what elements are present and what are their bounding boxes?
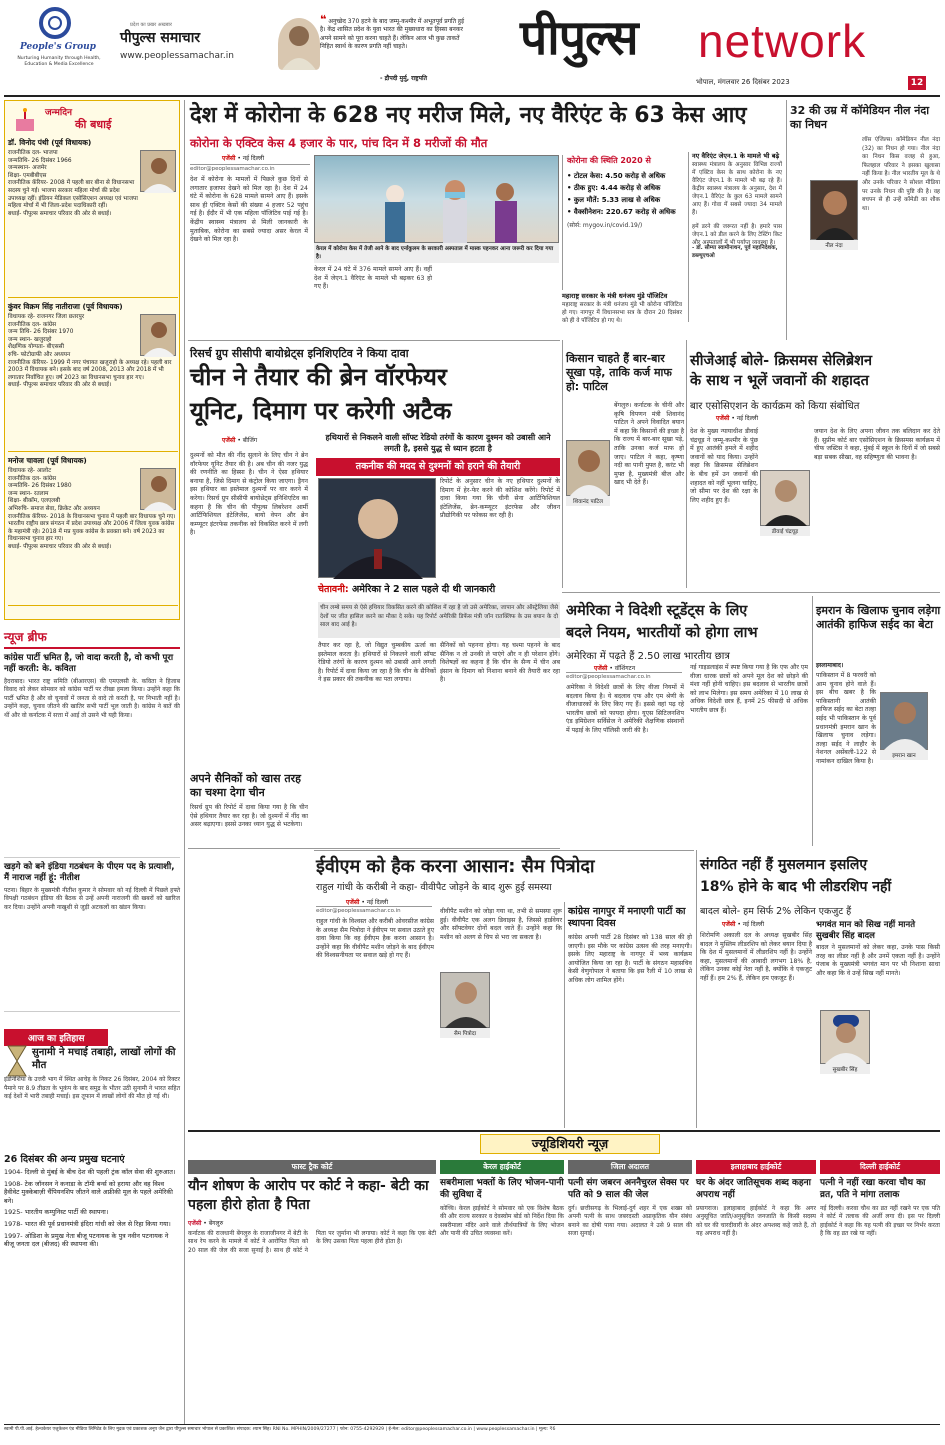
person-portrait-icon <box>141 469 177 511</box>
history-event: 1978- भारत की पूर्व प्रधानमंत्री इंदिरा गांधी को जेल से रिहा किया गया। <box>4 1219 171 1228</box>
muslim-byline <box>722 920 764 928</box>
president-portrait-icon <box>278 18 320 70</box>
badal-photo-caption: सुखबीर सिंह <box>820 1064 870 1074</box>
china-body-3: तैयार कर रहा है, जो विद्युत चुम्बकीय ऊर्जा का इस्तेमाल करता है। हथियारों से निकलने वाली सॉफ्ट रेडियो तरंगों के कारण दुश्मन को उबासी आने लगती है। रिपोर्ट में दावा किया जा रहा है कि चीन के सैनिकों ने इस प्रकार की तकनीक का पता लगाया। <box>318 642 436 684</box>
muslim-side-body <box>816 944 940 1126</box>
judiciary-item <box>820 1160 940 1418</box>
corona-stats-list <box>567 170 682 218</box>
birthday-person-name: मनोज चावला (पूर्व विधायक) <box>8 456 87 465</box>
judiciary-court-label: दिल्ली हाईकोर्ट <box>820 1160 940 1174</box>
china-body-1: दुश्मनों को मौत की नींद सुलाने के लिए चीन ने ब्रेन वॉरफेयर यूनिट तैयार की है। अब चीन की नजर युद्ध की रणनीति का हिस्सा है। चीन ने ऐसा हथियार बनाया है, जिसे दिमाग से कंट्रोल किया जाएगा। ड्रैगन इस हथियार का इस्तेमाल दुश्मनों पर वार करने में करेगा। रिसर्च ग्रुप सीसीपी बायोथ्रेट्स इनिशिएटिव का कहना है कि चीन की पीपुल्स लिबरेशन आर्मी आर्टिफिशियल इंटेलिजेंस, बायो वेपन और ब्रेन कम्प्यूटर इंटरफेस तकनीक को विकसित करने में लगी है। <box>190 452 308 537</box>
footer-text: स्वामी पी.पी.आई. हेल्थकेयर एजुकेशन एंड मीडिया लिमिटेड के लिए मुद्रक एवं प्रकाशक अनूप जैन द्वारा पीपुल्स समाचार भोपाल से प्रकाशित। संपादक: श्याम सिंह। RNI No. MPHIN/2009/27277 | फोन: 0755-4292929 | ई-मेल: editor@peoplessamachar.co.in | www.peoplessamachar.in | मूल्य: ₹6 <box>4 1427 556 1432</box>
birthday-person-name: कुंवर विक्रम सिंह नातीराजा (पूर्व विधायक) <box>8 302 123 311</box>
bullet-icon: • <box>567 196 574 204</box>
farmer-body-text: बेंगलुरु। कर्नाटक के चीनी और कृषि विपणन मंत्री शिवानंद पाटिल ने अपने विवादित बयान में कहा कि किसानों की इच्छा है कि राज्य में बार-बार सूखा पड़े, ताकि उनका कर्ज माफ हो जाए। पाटिल ने कहा, कृष्णा नदी का पानी मुफ्त है, करंट भी मुफ्त है, मुख्यमंत्री बीज और खाद भी देते हैं। <box>614 402 684 487</box>
birthday-person-line: राजनीतिक दल- कांग्रेस <box>8 475 57 482</box>
china-sub-head: अपने सैनिकों को खास तरह का चश्मा देगा चीन <box>190 772 301 799</box>
byline-dot-icon: • <box>731 415 735 422</box>
birthday-person-line: शैक्षणिक योग्यता- बीएससी <box>8 344 65 351</box>
byline-dot-icon: • <box>201 1220 209 1227</box>
muslim-headline-2: 18% होने के बाद भी लीडरशिप नहीं <box>700 879 892 895</box>
corona-byline <box>222 154 264 162</box>
president-photo <box>278 18 320 70</box>
evm-subhead: राहुल गांधी के करीबी ने कहा- वीवीपैट जोड़ने के बाद शुरू हुई समस्या <box>316 882 552 893</box>
cji-headline-2: के साथ न भूलें जवानों की शहादत <box>690 373 869 389</box>
birthday-person-line: जन्म तिथि- 26 दिसंबर 1970 <box>8 329 74 336</box>
usa-email[interactable]: editor@peoplessamachar.co.in <box>566 672 682 680</box>
col-divider <box>184 100 185 1425</box>
section-divider <box>188 848 560 849</box>
china-body-2: रिपोर्ट के अनुसार चीन के नए हथियार दुश्मनों के दिमाग में हेर-फेर करने की कोशिश करेंगे। रिपोर्ट में दावा किया गया कि चीनी सेना आर्टिफिशियल इंटेलिजेंस, ब्रेन-कम्प्यूटर इंटरफेस और जीवन प्रौद्योगिकी पर फोकस कर रही है। <box>440 478 560 520</box>
judiciary-byline <box>188 1219 436 1227</box>
china-byline-place: बीजिंग <box>242 437 258 444</box>
news-brief-body: पटना। बिहार के मुख्यमंत्री नीतीश कुमार ने सोमवार को नई दिल्ली में पिछले हफ्ते विपक्षी गठबंधन इंडिया की बैठक से उन्हें अपनी नाराजगी की खबरों को खारिज कर दिया। उन्होंने अपनी नाखुशी से जुड़ी अटकलों का खंडन किया। <box>4 887 180 911</box>
judiciary-head: पत्नी ने नहीं रखा करवा चौथ का व्रत, पति ने मांगा तलाक <box>820 1178 926 1200</box>
xi-portrait-icon <box>319 479 437 579</box>
china-byline-agency: एजेंसी <box>222 437 236 444</box>
byline-dot-icon: • <box>361 899 365 906</box>
judiciary-byline-agency: एजेंसी <box>188 1220 202 1227</box>
variant-body: स्वास्थ्य मंत्रालय के अनुसार विभिन्न राज्यों में एक्टिव केस के साथ कोरोना के नए वैरिएंट जेएन.1 के मामले भी बढ़ रहे हैं। केंद्रीय स्वास्थ्य मंत्रालय के अनुसार, देश में जेएन.1 वैरिएंट के कुल 63 मामले सामने आए हैं। गोवा में सबसे ज्यादा 34 मामले हैं। <box>692 162 782 216</box>
corona-stat-text: वैक्सीनेशन: 220.67 करोड़ से अधिक <box>573 208 676 216</box>
farmer-headline: किसान चाहते हैं बार-बार सूखा पड़े, ताकि कर्ज माफ हो: पाटिल <box>566 352 672 393</box>
birthday-list <box>8 138 178 610</box>
comedian-photo-caption: नील नंदा <box>810 240 858 250</box>
evm-byline-place: नई दिल्ली <box>366 899 389 906</box>
pitroda-photo-caption: सैम पित्रोदा <box>440 1028 490 1038</box>
masthead-title-english: network <box>698 15 867 67</box>
col-divider <box>686 340 687 588</box>
corona-stat-text: ठीक हुए: 4.44 करोड़ से अधिक <box>573 184 661 192</box>
china-kicker: रिसर्च ग्रुप सीसीपी बायोथ्रेट्स इनिशिएटिव ने किया दावा <box>190 347 409 360</box>
imran-photo <box>880 692 928 750</box>
variant-quote: हमें डरने की जरूरत नहीं है। हमारे पास जेएन.1 को डील करने के लिए टेस्टिंग किट और अस्पतालों में भी पर्याप्त व्यवस्था है। <box>692 224 782 246</box>
dateline: भोपाल, मंगलवार 26 दिसंबर 2023 <box>696 78 790 86</box>
comedian-headline: 32 की उम्र में कॉमेडियन नील नंदा का निधन <box>790 104 930 131</box>
judiciary-body: कर्नाटक की राजधानी बेंगलुरु के राजाजीनगर में बेटी के साथ रेप करने के मामले में कोर्ट ने आरोपित पिता को 20 साल की जेल की सजा सुनाई है। साथ ही कोर्ट ने पिता पर जुर्माना भी लगाया। कोर्ट ने कहा कि एक बेटी के लिए उसका पिता पहला हीरो होता है। <box>188 1230 436 1254</box>
minister-box <box>562 292 682 332</box>
hourglass-icon <box>6 1044 28 1078</box>
birthday-person-line: राजनीतिक कॅरियर- 2008 में पहली बार बीना से विधानसभा सदस्य चुने गई। भाजपा सरकार महिला मोर्चा की प्रदेश उपाध्यक्ष रहीं। इंडियन मेडिकल एसोसिएशन अध्यक्ष एवं भाजपा महिला मोर्चा में भी जिला-प्रदेश पदाधिकारी रहीं। <box>8 180 138 210</box>
evm-email[interactable]: editor@peoplessamachar.co.in <box>316 906 432 914</box>
judiciary-court-label: इलाहाबाद हाईकोर्ट <box>696 1160 816 1174</box>
usa-byline-place: वॉशिंगटन <box>614 665 636 672</box>
byline-dot-icon: • <box>237 155 241 162</box>
evm-body-2: वीवीपैट मशीन को जोड़ा गया था, तभी से समस्या शुरू हुई। वीवीपैट एक अलग डिवाइस है, जिससे हार्डवेयर और सॉफ्टवेयर दोनों बदल जाते हैं। उन्होंने कहा कि मशीन को अलग से चिप से भरा जा सकता है। <box>440 908 562 941</box>
muslim-byline-place: नई दिल्ली <box>742 921 765 928</box>
bullet-icon: • <box>567 184 574 192</box>
judiciary-item <box>440 1160 564 1418</box>
judiciary-byline-place: बेंगलुरु <box>208 1220 224 1227</box>
usa-subhead: अमेरिका में पढ़ते हैं 2.50 लाख भारतीय छात्र <box>566 651 730 662</box>
minister-head: महाराष्ट्र सरकार के मंत्री धनंजय मुंडे पॉजिटिव <box>562 292 668 300</box>
judiciary-divider <box>188 1130 940 1132</box>
judiciary-head: यौन शोषण के आरोप पर कोर्ट ने कहा- बेटी का पहला हीरो होता है पिता <box>188 1178 429 1213</box>
judiciary-body: दुर्ग। छत्तीसगढ़ के भिलाई-दुर्ग शहर में एक शख्स को अपनी पत्नी के साथ जबरदस्ती अप्राकृतिक यौन संबंध बनाने का दोषी पाया गया। अदालत ने उसे 9 साल की सजा सुनाई। <box>568 1205 692 1238</box>
birthday-person-line: जन्मस्थान- अजमेर <box>8 165 47 172</box>
section-divider <box>314 850 694 851</box>
person-portrait-icon <box>141 315 177 357</box>
pitroda-portrait-icon <box>441 973 491 1029</box>
china-headline-2: यूनिट, दिमाग पर करेगी अटैक <box>190 397 452 425</box>
col-divider <box>562 340 563 588</box>
muslim-subhead: बादल बोले- हम सिर्फ 2% लेकिन एकजुट हैं <box>700 906 852 917</box>
president-quote <box>320 13 470 52</box>
corona-stat-item <box>567 182 682 194</box>
news-brief-title: न्यूज ब्रीफ <box>4 628 180 649</box>
cji-body-2: जयान देश के लिए अपना जीवन तक बलिदान कर देते हैं। सुप्रीम कोर्ट बार एसोसिएशन के क्रिसमस कार्यक्रम में चीफ जस्टिस ने कहा, मुंबई में स्कूल के दिनों में जो सबसे बड़ा सबक सीखा, वह सहिष्णुता की भावना है। <box>814 428 940 461</box>
variant-head: नए वैरिएंट जेएन.1 के मामले भी बढ़े <box>692 152 780 160</box>
judiciary-item <box>568 1160 692 1418</box>
birthday-person <box>8 138 178 298</box>
corona-byline-agency: एजेंसी <box>222 155 236 162</box>
usa-byline-agency: एजेंसी <box>594 665 608 672</box>
farmer-body <box>566 402 684 584</box>
muslim-side-head: भगवंत मान को सिख नहीं मानते सुखबीर सिंह बादल <box>816 920 916 941</box>
birthday-person-line: जन्मतिथि- 26 दिसंबर 1980 <box>8 483 72 490</box>
paper-small-logo <box>120 22 270 72</box>
birthday-person-line: राजनीतिक दल- भाजपा <box>8 150 58 156</box>
imran-portrait-icon <box>881 693 929 751</box>
china-byline <box>222 436 257 444</box>
corona-stats-source[interactable]: (सोर्स: mygov.in/covid.19/) <box>567 222 643 229</box>
corona-byline-place: नई दिल्ली <box>242 155 265 162</box>
cji-byline-place: नई दिल्ली <box>736 415 759 422</box>
farmer-photo-caption: शिवानंद पाटिल <box>566 496 610 506</box>
evm-byline <box>346 898 388 906</box>
china-warning-text: अमेरिका ने 2 साल पहले दी थी जानकारी <box>352 584 496 595</box>
china-warning <box>318 580 560 602</box>
china-band: तकनीक की मदद से दुश्मनों को हराने की तैयारी <box>316 458 560 476</box>
judiciary-head: सबरीमाला भक्तों के लिए भोजन-पानी की सुविधा दें <box>440 1178 564 1200</box>
corona-stat-item <box>567 194 682 206</box>
corona-stat-item <box>567 170 682 182</box>
footer-divider <box>4 1424 940 1425</box>
china-warning-label: चेतावनी: <box>318 584 349 595</box>
corona-stat-item <box>567 206 682 218</box>
evm-byline-agency: एजेंसी <box>346 899 360 906</box>
cji-photo <box>760 470 810 526</box>
imran-body: पाकिस्तान में 8 फरवरी को आम चुनाव होने वाले हैं। इस बीच खबर है कि पाकिस्तानी आतंकी हाफिज सईद का बेटा तल्हा सईद भी पाकिस्तान के पूर्व प्रधानमंत्री इमरान खान के खिलाफ चुनाव लड़ेगा। तल्हा सईद ने लाहौर के नेशनल असेंबली-122 से नामांकन दाखिल किया है। <box>816 672 876 765</box>
evm-body-1: राहुल गांधी के विश्वस्त और करीबी ओवरसीज कांग्रेस के अध्यक्ष सैम पित्रोदा ने ईवीएम पर सवाल उठाते हुए दावा किया कि वह ईवीएम हैक करना आसान है। उन्होंने कहा कि वीवीपैट मशीन जोड़ने के बाद ईवीएम की विश्वसनीयता पर सवाल खड़े हो गए हैं। <box>316 918 434 960</box>
birthday-person-line: शिक्षा- एमबीबीएस <box>8 172 47 179</box>
cji-subhead: बार एसोसिएशन के कार्यक्रम को किया संबोधित <box>690 401 860 412</box>
hospital-crowd-icon <box>315 156 560 244</box>
judiciary-court-label: केरल हाईकोर्ट <box>440 1160 564 1174</box>
birthday-person-name: डॉ. विनोद पंथी (पूर्व विधायक) <box>8 138 92 147</box>
imran-place: इस्लामाबाद। <box>816 662 844 669</box>
group-tagline: Nurturing Humanity through Health, Education & Media Excellence <box>17 56 101 67</box>
cji-portrait-icon <box>761 471 811 527</box>
news-brief-section <box>4 628 180 1048</box>
muslim-headline-1: संगठित नहीं हैं मुसलमान इसलिए <box>700 857 868 873</box>
minister-body: महाराष्ट्र सरकार के मंत्री धनंजय मुंडे भी कोरोना पॉजिटिव हो गए। नागपुर में विधानसभा सत्र के दौरान 20 दिसंबर को ही वे पॉजिटिव हो गए थे। <box>562 302 682 324</box>
corona-stat-text: कुल मौतें: 5.33 लाख से अधिक <box>573 196 661 204</box>
bullet-icon: • <box>567 208 574 216</box>
peoples-group-logo-icon <box>38 6 72 40</box>
byline-dot-icon: • <box>609 665 613 672</box>
imran-headline: इमरान के खिलाफ चुनाव लड़ेगा आतंकी हाफिज सईद का बेटा <box>816 604 941 631</box>
birthday-person-line: राजनीतिक दल- कांग्रेस <box>8 321 57 328</box>
history-title: आज का इतिहास <box>4 1029 108 1046</box>
news-brief-item <box>4 862 180 1012</box>
usa-byline <box>594 664 635 672</box>
birthday-person-line: बधाई- पीपुल्स समाचार परिवार की ओर से बधाई। <box>8 543 112 550</box>
history-event: 1904- दिल्ली से मुंबई के बीच देश की पहली ट्रंक कॉल सेवा की शुरुआत। <box>4 1168 176 1176</box>
news-brief-list <box>4 653 180 1012</box>
judiciary-head: घर के अंदर जातिसूचक शब्द कहना अपराध नहीं <box>696 1178 812 1200</box>
cji-headline-1: सीजेआई बोले- क्रिसमस सेलिब्रेशन <box>690 353 873 369</box>
variant-quote-by: - डॉ. सौम्या स्वामीनाथन, पूर्व महानिदेशक, डब्ल्यूएचओ <box>692 245 778 259</box>
quote-text: अनुच्छेद 370 हटने के बाद जम्मू-कश्मीर में अभूतपूर्व प्रगति हुई है। केंद्र शासित प्रदेश के युवा भारत की मुख्यधारा का हिस्सा बनकर अपने सामने को पूरा करना चाहते हैं। लेकिन आज भी कुछ ताकतें निहित स्वार्थ के कारण प्रगति नहीं चाहते। <box>320 18 465 51</box>
judiciary-body: प्रयागराज। इलाहाबाद हाईकोर्ट ने कहा कि अगर अनुसूचित जाति/अनुसूचित जनजाति के किसी सदस्य को घर की चारदीवारी के अंदर अपशब्द कहे जाते हैं, तो यह अपराध नहीं है। <box>696 1205 816 1238</box>
birthday-person-line: जन्म स्थान- रतलाम <box>8 490 49 497</box>
china-sub-body: रिसर्च ग्रुप की रिपोर्ट में दावा किया गया है कि चीन ऐसे हथियार तैयार कर रहा है। जो दुश्मनों में नींद का असर बढ़ाएगा। इससे उनका ध्यान युद्ध से भटकेगा। <box>190 804 308 829</box>
corona-stats-title: कोरोना की स्थिति 2020 से <box>567 156 651 165</box>
pitroda-photo <box>440 972 490 1028</box>
masthead-title-hindi: पीपुल्स <box>520 10 638 66</box>
corona-headline: देश में कोरोना के 628 नए मरीज मिले, नए वैरिएंट के 63 केस आए <box>190 103 747 128</box>
section-divider <box>562 592 940 593</box>
birthday-person-line: रुचि- फोटोग्राफी और अध्ययन <box>8 351 71 358</box>
variant-box <box>688 152 782 322</box>
corona-stat-text: टोटल केस: 4.50 करोड़ से अधिक <box>573 172 666 180</box>
paper-top-tagline: प्रदेश का प्रखर अखबार <box>130 22 172 28</box>
corona-photo-caption: केरल में कोरोना केस में तेजी आने के बाद एर्नाकुलम के सरकारी अस्पताल में मास्क पहनकर आना जरूरी कर दिया गया है। <box>314 243 559 263</box>
corona-body-2: केरल में 24 घंटे में 376 मामले सामने आए हैं। वहीं देश में जेएन.1 वैरिएंट के मामले भी बढ़कर 63 हो गए हैं। <box>314 266 432 291</box>
corona-photo <box>314 155 559 243</box>
history-event: 1997- ओडिशा के प्रमुख नेता बीजू पटनायक के पुत्र नवीन पटनायक ने बीजू जनता दल (बीजद) की स्थापना की। <box>4 1231 169 1249</box>
masthead-divider <box>4 95 940 97</box>
china-subhead: हथियारों से निकलने वाली सॉफ्ट रेडियो तरंगों के कारण दुश्मन को उबासी आने लगती है, इससे युद्ध से ध्यान हटता है <box>325 433 551 453</box>
col-divider <box>812 596 813 846</box>
birthday-person-line: राजनीतिक कॅरियर- 1999 में नगर पंचायत खजुराहो के अध्यक्ष रहे। पहली बार 2003 में विधायक बने। इसके बाद वर्ष 2008, 2013 और 2018 में भी लगातार निर्वाचित हुए। वर्ष 2023 का विधानसभा चुनाव हार गए। <box>8 359 172 381</box>
birthday-person-line: विधायक रहे- आलोट <box>8 468 52 474</box>
judiciary-court-label: फास्ट ट्रैक कोर्ट <box>188 1160 436 1174</box>
cji-photo-caption: डीवाई चंद्रचूड़ <box>760 526 810 536</box>
history-head: सुनामी ने मचाई तबाही, लाखों लोगों की मौत <box>32 1047 176 1071</box>
cji-byline-agency: एजेंसी <box>716 415 730 422</box>
usa-body-1: अमेरिका ने विदेशी छात्रों के लिए वीजा नियमों में बदलाव किया है। ये बदलाव एफ और एम श्रेणी के वीजाधारकों के लिए किए गए हैं। इससे वहां पढ़ रहे भारतीय छात्रों को फायदा होगा। यूएस सिटिजनशिप एंड इमिग्रेशन सर्विसेज ने अमेरिकी शैक्षणिक संस्थानों में पढ़ाई के लिए पॉलिसी जारी की है। <box>566 684 684 734</box>
judiciary-item <box>696 1160 816 1418</box>
history-section <box>4 1026 180 1426</box>
corona-body-1: देश में कोरोना के मामलों में पिछले कुछ दिनों से लगातार इजाफा देखने को मिल रहा है। देश में 24 घंटे में कोरोना के 628 मामले सामने आए हैं। इसके साथ ही एक्टिव केसों की संख्या 4 हजार 52 पहुंच गई है। ईंदौर में भी एक महिला पॉजिटिव पाई गई है। केंद्रीय स्वास्थ्य मंत्रालय से मिली जानकारी के मुताबिक, कोरोना का सबसे ज्यादा असर केरल में देखने को मिल रहा है। <box>190 176 308 244</box>
birthday-person-line: राजनीतिक कॅरियर- 2018 के विधानसभा चुनाव में पहली बार विधायक चुने गए। भारतीय राष्ट्रीय छात्र संगठन में प्रदेश उपाध्यक्ष और 2006 में जिला युवक कांग्रेस के महामंत्री रहे। 2018 में मप्र युवक कांग्रेस के प्रवक्ता बने। वर्ष 2023 का विधानसभा चुनाव हार गए। <box>8 513 176 543</box>
section-divider <box>188 340 560 341</box>
quote-author: - द्रौपदी मुर्मु, राष्ट्रपति <box>380 75 427 82</box>
china-warning-body: चीन लम्बे समय से ऐसे हथियार विकसित करने की कोशिश में रहा है जो उसे अमेरिका, जापान और ऑस्ट्रेलिया जैसे देशों पर जीत हासिल करने का मौका दे सके। यह रिपोर्ट अमेरिकी डिफेंस मंत्री जॉन रातक्लिफ के उस बयान के दो साल बाद आई है। <box>318 602 560 638</box>
china-body-4: सैनिकों को पहनना होगा। यह चश्मा पहनने के बाद सैनिक न तो उनकी ले पाएंगे और न ही परेशान होंगे। विशेषज्ञों का कहना है कि चीन के सैन्य में चीन अब इंसान के दिमाग को निशाना बनाने की तैयारी कर रहा है। <box>440 642 560 684</box>
birthday-person <box>8 456 178 606</box>
birthday-person-photo <box>140 468 176 510</box>
china-headline-1: चीन ने तैयार की ब्रेन वॉरफेयर <box>190 363 447 391</box>
quote-mark-icon: ❝ <box>320 13 327 26</box>
birthday-person-line: शिक्षा- बीकॉम, एलएलबी <box>8 498 61 505</box>
website[interactable]: www.peoplessamachar.in <box>120 51 234 61</box>
birthday-person-line: अभिरुचि- समाज सेवा, क्रिकेट और अध्ययन <box>8 505 100 512</box>
imran-photo-caption: इमरान खान <box>880 750 928 760</box>
xi-photo <box>318 478 436 578</box>
birthday-person-photo <box>140 150 176 192</box>
byline-dot-icon: • <box>237 437 241 444</box>
corona-subhead: कोरोना के एक्टिव केस 4 हजार के पार, पांच दिन में 8 मरीजों की मौत <box>190 136 488 150</box>
corona-stats-box <box>562 155 682 290</box>
evm-headline: ईवीएम को हैक करना आसान: सैम पित्रोदा <box>316 856 595 877</box>
cji-byline <box>716 414 758 422</box>
birthday-person-line: जन्म स्थान- खजुराहो <box>8 336 52 343</box>
judiciary-section <box>188 1160 940 1418</box>
comedian-body: लॉस एंजिल्स। कॉमेडियन नील नंदा (32) का निधन हो गया। नील नंदा का निधन किस वजह से हुआ, फिलहाल परिवार ने इसका खुलासा नहीं किया है। नील भारतीय मूल के थे और उनके परिवार ने सोशल मीडिया पर उनके निधन की पुष्टि की है। वह बचपन से ही उन्हें कॉमेडी का शौक था। <box>862 137 940 212</box>
news-brief-item <box>4 653 180 858</box>
col-divider <box>564 902 565 1128</box>
news-brief-head: कांग्रेस पार्टी भ्रमित है, जो वादा करती है, वो कभी पूरा नहीं करती: के. कविता <box>4 653 174 674</box>
cji-body-text: देश के मुख्य न्यायाधीश डीवाई चंद्रचूड़ ने जम्मू-कश्मीर के पुंछ में हुए आतंकी हमले में शहीद जवानों को याद किया। उन्होंने कहा कि क्रिसमस सेलिब्रेशन के बीच हमें उन जवानों की शहादत को नहीं भूलना चाहिए, जो सीमा पर देश की रक्षा के लिए शहीद हुए हैं। <box>690 428 758 504</box>
usa-body-2: नई गाइडलाइंस में स्पष्ट किया गया है कि एफ और एम वीजा धारक छात्रों को अपने मूल देश को छोड़ने की मंशा नहीं होनी चाहिए। इस बदलाव से भारतीय छात्रों को लाभ मिलेगा। इस समय अमेरिका में 10 लाख से अधिक विदेशी छात्र हैं, इनमें 25 फीसदी से अधिक भारतीय छात्र हैं। <box>690 664 808 714</box>
paper-small-title: पीपुल्स समाचार <box>120 30 201 46</box>
birthday-person-photo <box>140 314 176 356</box>
group-name: People's Group <box>20 42 96 52</box>
birthday-person <box>8 302 178 452</box>
history-body: इंडोनेशिया के उत्तरी भाग में स्थित आचेह के निकट 26 दिसंबर, 2004 को रिक्टर पैमाने पर 8.9 तीव्रता के भूकंप के बाद समुद्र के भीतर उठी सुनामी ने भारत सहित कई देशों में भारी तबाही मचाई। इस तूफान में लाखों लोगों की मौत हो गई थी। <box>4 1076 180 1101</box>
judiciary-head: पत्नी संग जबरन अननैचुरल सेक्स पर पति को 9 साल की जेल <box>568 1178 689 1200</box>
judiciary-body: कोच्चि। केरल हाईकोर्ट ने सोमवार को एक विशेष बैठक की और राज्य सरकार व देवस्वोम बोर्ड को निर्देश दिया कि सबरीमाला मंदिर आने वाले तीर्थयात्रियों के लिए भोजन और पानी की उचित व्यवस्था करें। <box>440 1205 564 1238</box>
usa-headline-2: बदले नियम, भारतीयों को होगा लाभ <box>566 625 758 641</box>
col-divider <box>696 850 697 1128</box>
history-events-list <box>4 1168 180 1252</box>
evm-side-body: कांग्रेस अपनी पार्टी 28 दिसंबर को 138 साल की हो जाएगी। इस मौके पर कांग्रेस उत्सव की तरह मनाएगी। इसके लिए महाराष्ट्र के नागपुर में भव्य कार्यक्रम आयोजित किया जा रहा है। पार्टी के संगठन महासचिव केसी वेणुगोपाल ने बताया कि इस रैली में 10 लाख से अधिक लोग शामिल होंगे। <box>568 934 692 984</box>
judiciary-court-label: जिला अदालत <box>568 1160 692 1174</box>
judiciary-body: नई दिल्ली। करवा चौथ का व्रत नहीं रखने पर एक पति ने कोर्ट में तलाक की अर्जी लगा दी। इस पर दिल्ली हाईकोर्ट ने कहा कि यह पत्नी की इच्छा पर निर्भर करता है कि वह व्रत रखे या नहीं। <box>820 1205 940 1238</box>
judiciary-title: ज्यूडिशियरी न्यूज़ <box>480 1134 660 1154</box>
page-number: 12 <box>908 76 926 90</box>
news-brief-body: हैदराबाद। भारत राष्ट्र समिति (बीआरएस) की एमएलसी के. कविता ने हिजाब विवाद को लेकर सोमवार को कांग्रेस पार्टी पर तीखा हमला किया। उन्होंने कहा कि पार्टी भ्रमित है और वो चुनावों में जनता से वादे तो करती है, पर निभाती नहीं है। उन्होंने कहा, चुनाव जीतने की खातिर सभी पार्टी भूल जाती है। कांग्रेस ने बातें की थीं और वो कर्नाटक में सत्ता में आई तो उसने भी यही किया। <box>4 678 180 719</box>
person-portrait-icon <box>141 151 177 193</box>
birthday-person-line: जन्मतिथि- 26 दिसंबर 1966 <box>8 157 72 164</box>
news-brief-head: खड़गे को बने इंडिया गठबंधन के पीएम पद के प्रत्याशी, मैं नाराज नहीं हूं: नीतीश <box>4 862 175 883</box>
birthday-title-main: की बधाई <box>75 118 112 131</box>
evm-side-head: कांग्रेस नागपुर में मनाएगी पार्टी का स्थापना दिवस <box>568 906 686 929</box>
birthday-title-top: जन्मदिन <box>45 108 73 118</box>
bullet-icon: • <box>567 172 574 180</box>
col-divider <box>786 100 787 340</box>
birthday-person-line: बधाई- पीपुल्स समाचार परिवार की ओर से बधाई। <box>8 210 112 217</box>
muslim-body: शिरोमणि अकाली दल के अध्यक्ष सुखबीर सिंह बादल ने मुस्लिम लीडरशिप को लेकर बयान दिया है कि देश में मुसलमानों में लीडरशिप नहीं है। उन्होंने कहा, मुसलमानों की आबादी लगभग 18% है, लेकिन उनका कोई नेता नहीं है, क्योंकि वे एकजुट नहीं हैं। हम 2% हैं, लेकिन हम एकजुट हैं। <box>700 932 812 982</box>
birthday-person-line: विधायक रहे- राजनगर जिला छतरपुर <box>8 314 85 320</box>
birthday-person-line: बधाई- पीपुल्स समाचार परिवार की ओर से बधाई। <box>8 382 112 389</box>
history-events-title: 26 दिसंबर की अन्य प्रमुख घटनाएं <box>4 1154 125 1165</box>
judiciary-item <box>188 1160 436 1418</box>
birthday-cake-icon <box>13 107 37 133</box>
history-event: 1925- भारतीय कम्युनिस्ट पार्टी की स्थापना। <box>4 1208 109 1217</box>
usa-headline-1: अमेरिका ने विदेशी स्टूडेंट्स के लिए <box>566 603 748 619</box>
corona-email[interactable]: editor@peoplessamachar.co.in <box>190 164 310 172</box>
byline-dot-icon: • <box>737 921 741 928</box>
history-event: 1908- टेक जॉनसन ने कनाडा के टॉमी बर्न्स को हराया और वह विश्व हैवीवेट मुक्केबाज़ी चैंपियनशिप जीतने वाले अफ्रीकी मूल के पहले अमेरिकी बने। <box>4 1179 173 1205</box>
muslim-byline-agency: एजेंसी <box>722 921 736 928</box>
peoples-group-logo-block <box>4 4 112 94</box>
muslim-side-text: बादल ने मुसलमानों को लेकर कहा, उनके पास किसी तरह का लीडर नहीं है और उनमें एकता नहीं है। उन्होंने पंजाब के मुख्यमंत्री भगवंत मान पर भी निशाना साधा और कहा कि वे उन्हें सिख नहीं मानते। <box>816 944 940 977</box>
